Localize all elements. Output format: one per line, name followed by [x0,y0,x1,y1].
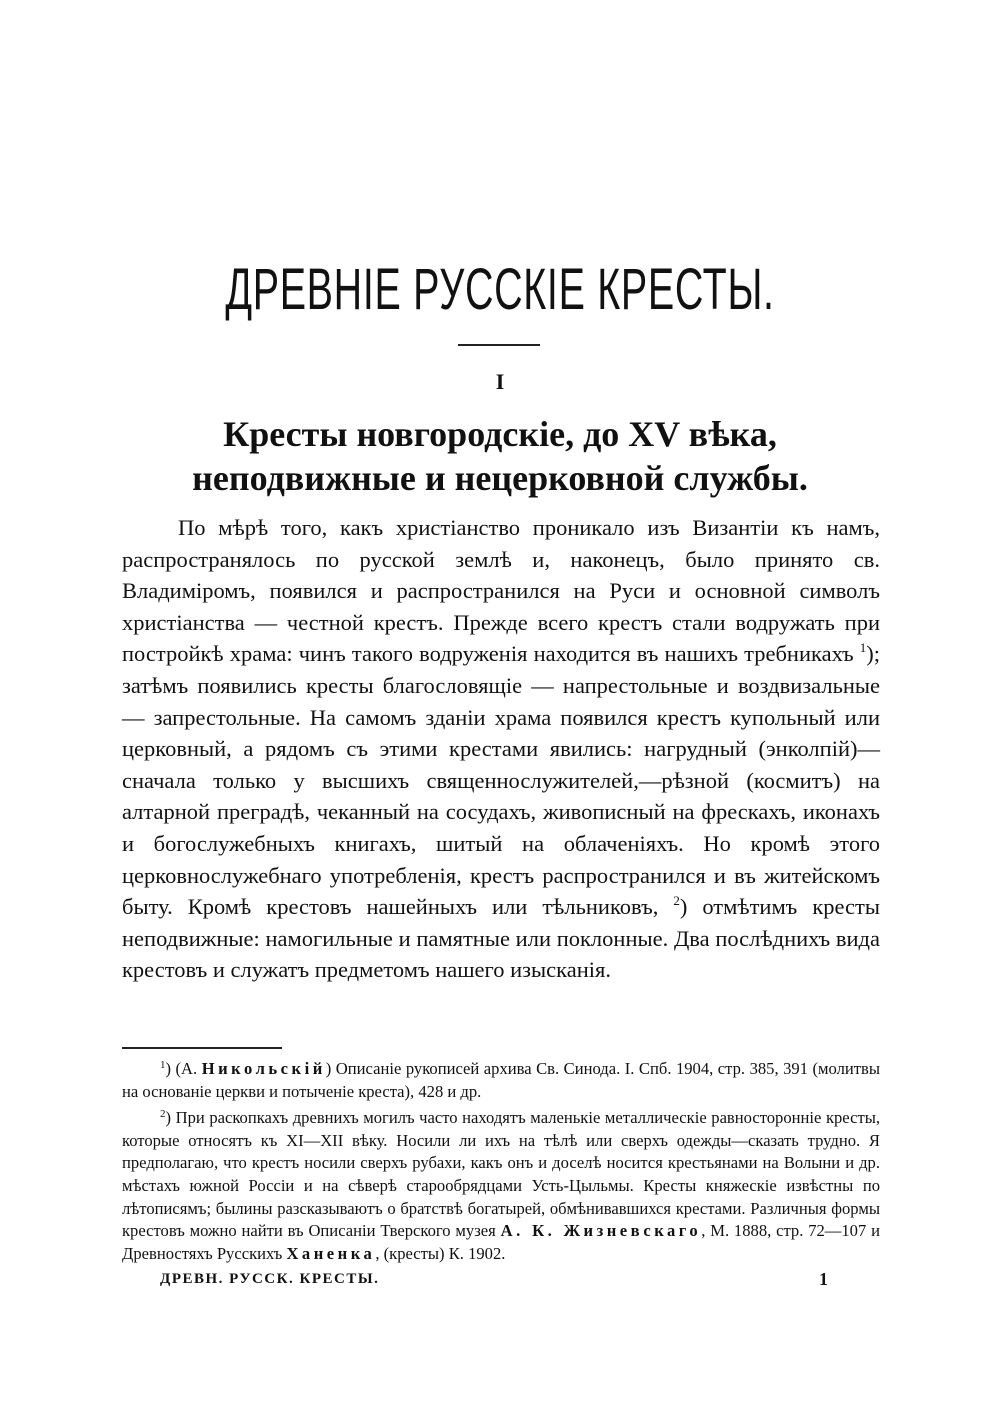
footnote-mark: 2 [160,1108,166,1121]
footnote-reference: 1 [859,640,867,656]
chapter-heading: Кресты новгородскіе, до XV вѣка, неподвижные и нецерковной службы. [192,414,808,498]
footnote-author: Ханенка [286,1243,376,1263]
chapter-number: I [495,369,505,394]
footnote-text: , (кресты) К. 1902. [375,1243,506,1263]
footnote-text: ) Описаніе рукописей архива Св. Синода. I. Спб. 1904, стр. 385, 391 (молитвы на основаніе церкви и потыченіе креста), 428 и др. [122,1059,880,1101]
footnote-mark: 1 [160,1059,166,1071]
footnote-divider [122,1047,282,1049]
footnote-author: А. К. Жизневскаго [500,1221,702,1241]
footnote-text: ) (А. [165,1059,202,1078]
footnote-1 [122,1058,880,1103]
body-text-part: ); затѣмъ появились кресты благословящіе — напрестольные и воздвизальные — запрестольные. На самомъ зданіи храма появился крестъ купольный или церковный, а рядомъ съ этими крестами явились: нагрудный (энколпій)—сначала только у высшихъ священнослужителей,—рѣзной (космитъ) на алтарной преградѣ, чеканный на сосудахъ, живописный на фрескахъ, иконахъ и богослужебныхъ книгахъ, шитый на облаченіяхъ. Но кромѣ этого церковнослужебнаго употребленія, крестъ распространился и въ житейскомъ быту. Кромѣ крестовъ нашейныхъ или тѣльниковъ, [122,641,880,920]
footnote-text: ) При раскопкахъ древнихъ могилъ часто находятъ маленькіе металлическіе равносторонніе кресты, которые относятъ къ XI—XII вѣку. Носили ли ихъ на тѣлѣ или сверхъ одежды—сказать трудно. Я предполагаю, что крестъ носили сверхъ рубахи, какъ онъ и доселѣ носится крестьянами на Волыни и др. мѣстахъ южной Россіи и на сѣверѣ старообрядцами Усть-Цыльмы. Кресты княжескіе извѣстны по лѣтописямъ; былины разсказываютъ о братствѣ богатырей, обмѣнивавшихся крестами. Различныя формы крестовъ можно найти въ Описаніи Тверского музея [122,1108,880,1241]
page-number: 1 [819,1269,828,1289]
footnote-reference: 2 [673,893,680,909]
body-paragraph [122,512,880,986]
running-footer-label: ДРЕВН. РУССК. КРЕСТЫ. [160,1271,380,1287]
footnote-author: Никольскій [201,1059,326,1078]
footnote-2 [122,1107,880,1265]
body-text-part: По мѣрѣ того, какъ христіанство проникало изъ Византіи къ намъ, распространялось по русской землѣ и, наконецъ, было принято св. Владиміромъ, появился и распространился на Руси и основной символъ христіанства — честной крестъ. Прежде всего крестъ стали водружать при постройкѣ храма: чинъ такого водруженія находится въ нашихъ требникахъ [122,515,880,667]
footnotes [122,1058,880,1269]
book-title: ДРЕВНІЕ РУССКІЕ КРЕСТЫ. [225,257,775,322]
footnote-text: , М. 1888, стр. 72—107 и Древностяхъ Русскихъ [122,1221,880,1263]
title-divider [458,344,540,346]
body-text-part: ) отмѣтимъ кресты неподвижные: намогильные и памятные или поклонные. Два послѣднихъ вида крестовъ и служатъ предметомъ нашего изысканія. [122,894,880,983]
